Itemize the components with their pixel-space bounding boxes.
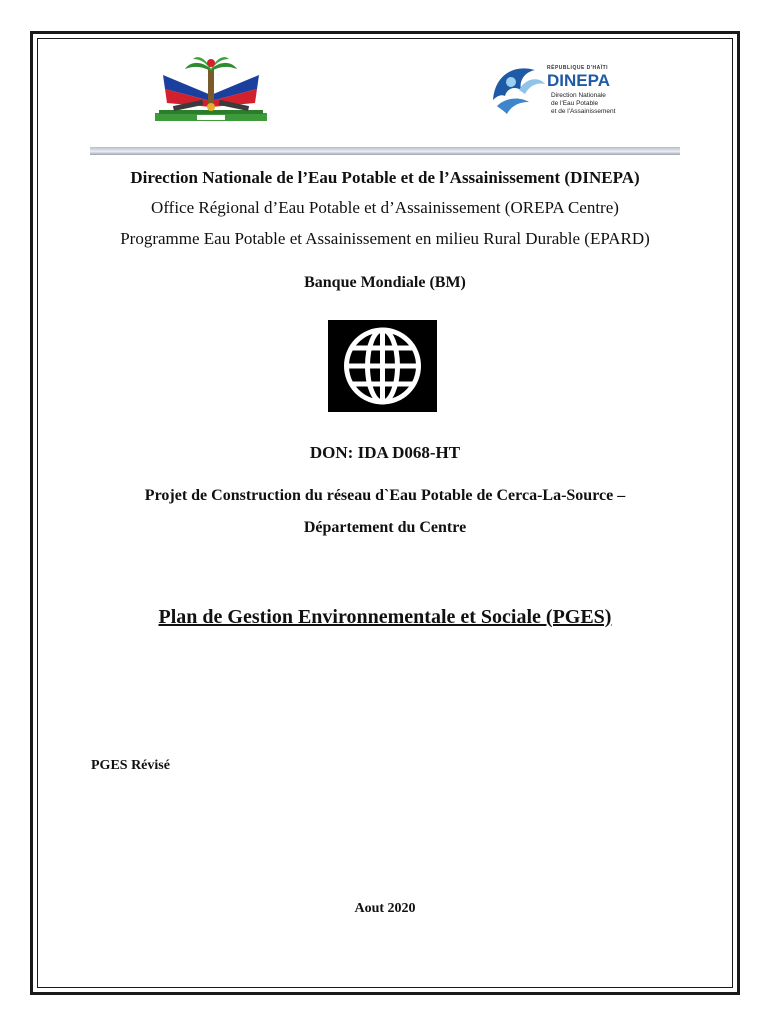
revision-label: PGES Révisé bbox=[91, 758, 170, 773]
world-bank-globe-icon bbox=[328, 320, 437, 412]
grant-reference: DON: IDA D068-HT bbox=[309, 443, 461, 462]
dinepa-republic-label: RÉPUBLIQUE D'HAÏTI bbox=[547, 65, 609, 71]
program-name: Programme Eau Potable et Assainissement en milieu Rural Durable (EPARD) bbox=[120, 229, 650, 248]
document-date: Aout 2020 bbox=[354, 901, 416, 916]
dinepa-sub-line-3: et de l'Assainissement bbox=[551, 108, 616, 115]
header-rule bbox=[90, 147, 680, 155]
regional-office: Office Régional d’Eau Potable et d’Assainissement (OREPA Centre) bbox=[151, 198, 619, 217]
funder-name: Banque Mondiale (BM) bbox=[304, 274, 466, 291]
org-title: Direction Nationale de l’Eau Potable et de l’Assainissement (DINEPA) bbox=[130, 168, 640, 187]
dinepa-logo bbox=[489, 60, 629, 122]
project-title-line-2: Département du Centre bbox=[303, 519, 467, 536]
dinepa-sub-line-2: de l'Eau Potable bbox=[551, 100, 599, 107]
document-title: Plan de Gestion Environnementale et Sociale (PGES) bbox=[158, 606, 612, 628]
project-title-line-1: Projet de Construction du réseau d`Eau Potable de Cerca-La-Source – bbox=[144, 487, 626, 504]
haiti-coat-of-arms-icon bbox=[155, 55, 267, 123]
dinepa-sub-line-1: Direction Nationale bbox=[551, 92, 606, 99]
dinepa-name: DINEPA bbox=[547, 71, 610, 90]
